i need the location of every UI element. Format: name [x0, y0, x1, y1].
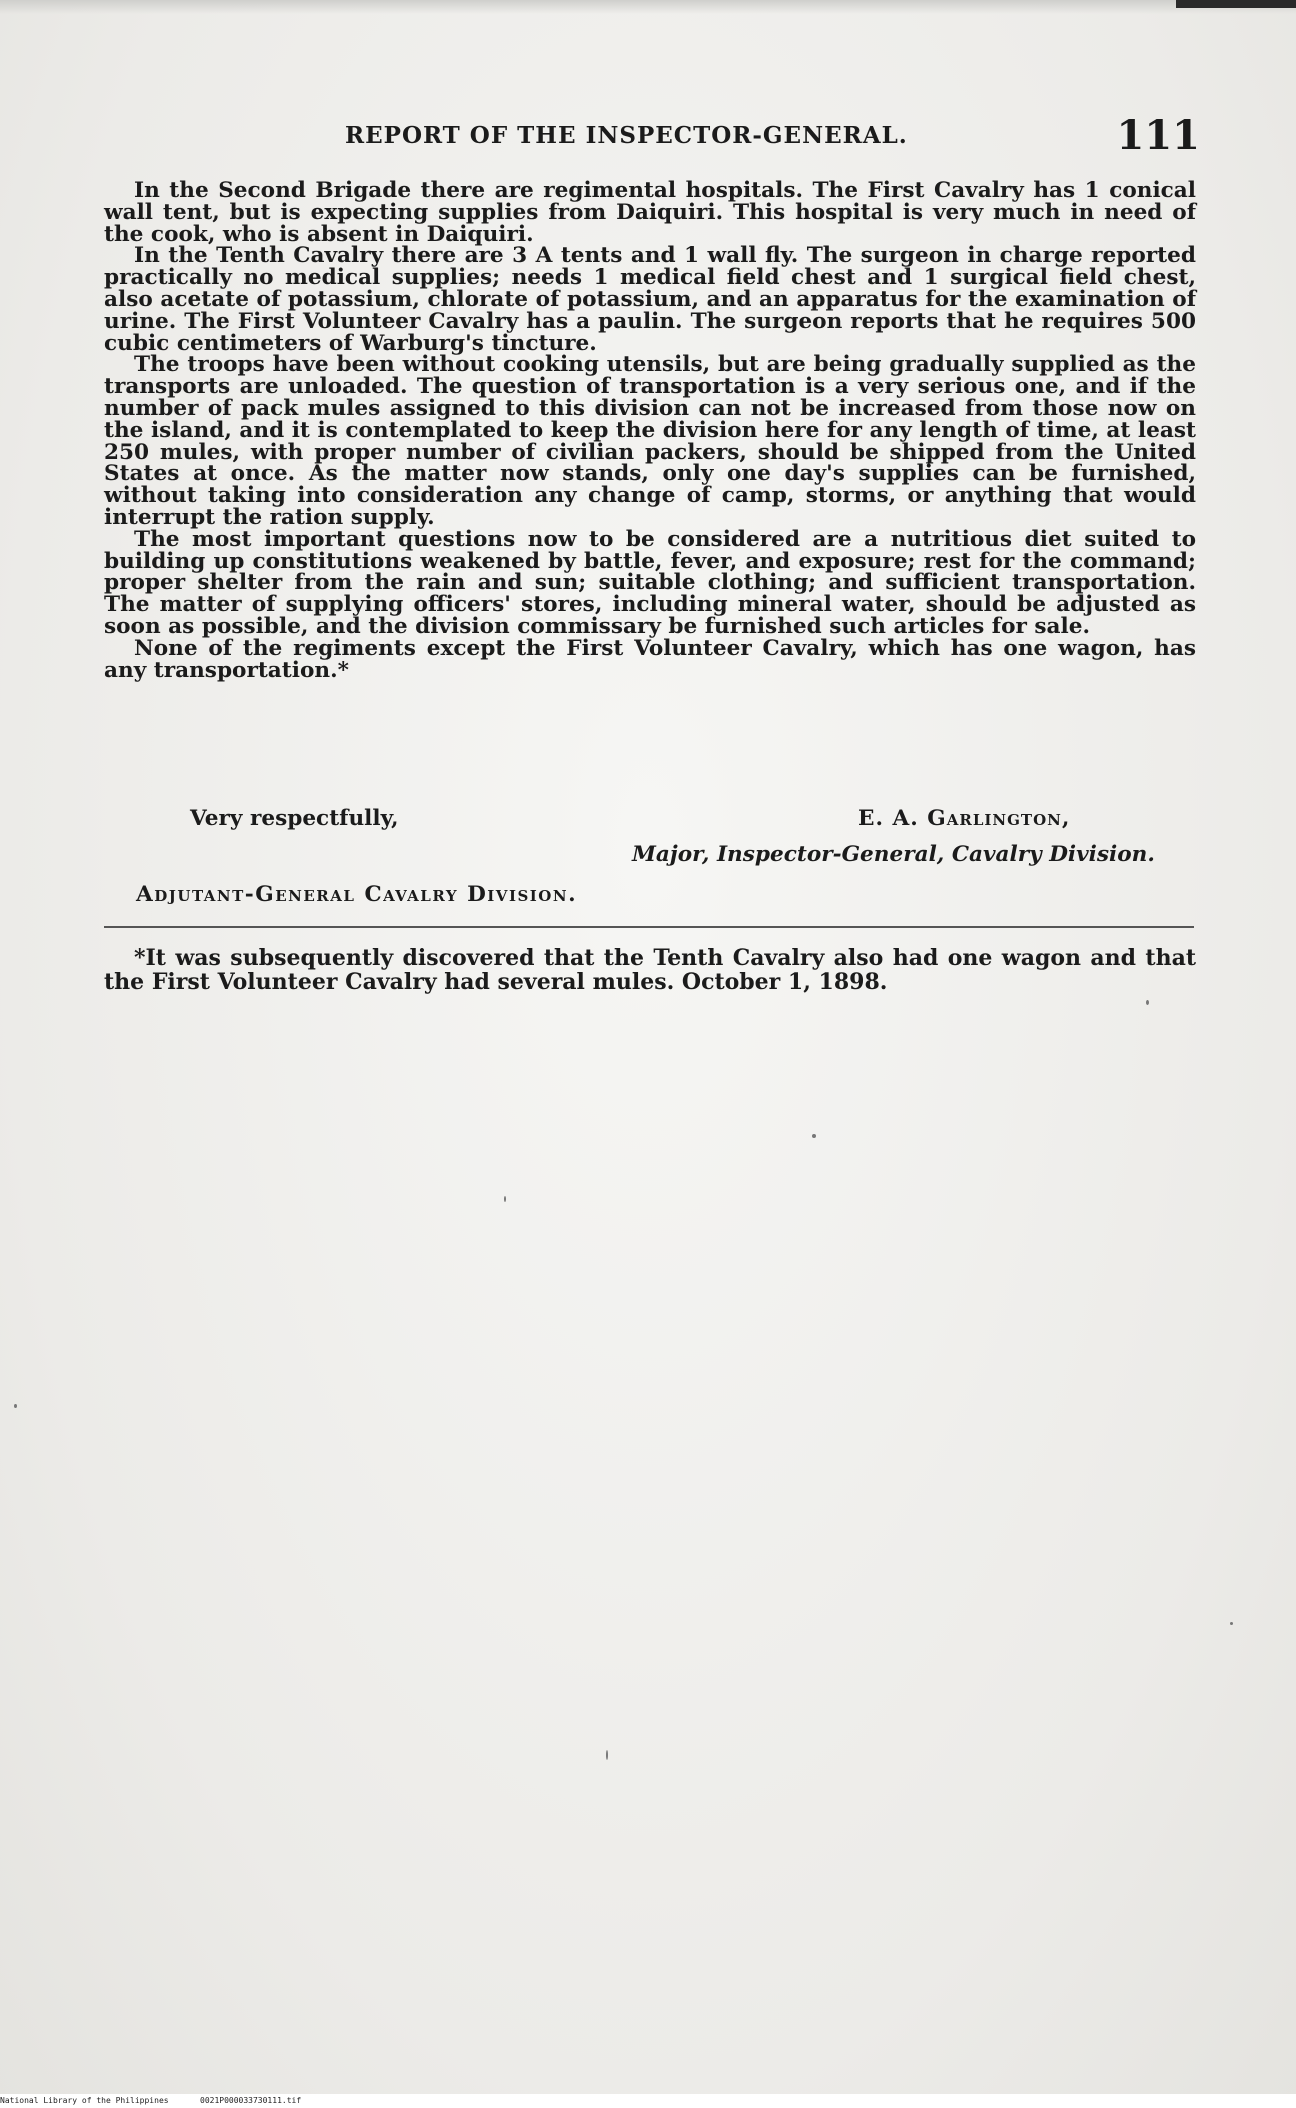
paragraph-important-questions: The most important questions now to be considered are a nutritious diet suited to building up constitutions weakened by battle, fever, and exposure; rest for the command; proper shelter from the rain and sun; suitable clothing; and sufficient transportation. The matter of supplying officers' stores, including mineral water, should be adjusted as soon as possible, and the division commissary be furnished such articles for sale.	[104, 526, 1196, 639]
scan-speck	[812, 1134, 816, 1138]
scan-speck	[1146, 1000, 1149, 1005]
closing-block	[104, 806, 1196, 876]
report-body	[104, 180, 1196, 681]
scan-top-shadow	[0, 0, 1296, 14]
scan-file-id: 0021P000033730111.tif	[200, 2096, 302, 2105]
signatory-title: Major, Inspector-General, Cavalry Division.	[632, 842, 1155, 867]
footnote-divider	[104, 926, 1194, 928]
paragraph-second-brigade: In the Second Brigade there are regimental hospitals. The First Cavalry has 1 conical wall tent, but is expecting supplies from Daiquiri. This hospital is very much in need of the cook, who is absent in Daiquiri.	[104, 178, 1196, 247]
scan-corner-mark	[1176, 0, 1296, 8]
scan-speck	[1230, 1622, 1233, 1625]
scan-speck	[14, 1404, 17, 1408]
paragraph-tenth-cavalry: In the Tenth Cavalry there are 3 A tents and 1 wall fly. The surgeon in charge reported practically no medical supplies; needs 1 medical field chest and 1 surgical field chest, also acetate of potassium, chlorate of potassium, and an apparatus for the examination of urine. The First Volunteer Cavalry has a paulin. The surgeon reports that he requires 500 cubic centimeters of Warburg's tincture.	[104, 243, 1196, 356]
signature: E. A. Garlington,	[858, 806, 1071, 831]
page-number: 111	[1116, 112, 1200, 159]
page-header	[100, 112, 1200, 164]
closing-phrase: Very respectfully,	[190, 806, 399, 831]
scan-footer-strip	[0, 2094, 1296, 2108]
library-stamp: National Library of the Philippines	[0, 2096, 169, 2105]
addressee: Adjutant-General Cavalry Division.	[136, 882, 578, 907]
paragraph-transportation: The troops have been without cooking utensils, but are being gradually supplied as the transports are unloaded. The question of transportation is a very serious one, and if the number of pack mules assigned to this division can not be increased from those now on the island, and it is contemplated to keep the division here for any length of time, at least 250 mules, with proper number of civilian packers, should be shipped from the United States at once. As the matter now stands, only one day's supplies can be furnished, without taking into consideration any change of camp, storms, or anything that would interrupt the ration supply.	[104, 352, 1196, 530]
paragraph-wagons: None of the regiments except the First Volunteer Cavalry, which has one wagon, has any transportation.*	[104, 635, 1196, 683]
scan-speck	[504, 1196, 506, 1202]
footnote-text: *It was subsequently discovered that the Tenth Cavalry also had one wagon and that the First Volunteer Cavalry had several mules. October 1, 1898.	[104, 945, 1196, 995]
scan-speck	[606, 1750, 608, 1760]
footnote	[104, 946, 1196, 994]
running-head: REPORT OF THE INSPECTOR-GENERAL.	[345, 122, 908, 149]
